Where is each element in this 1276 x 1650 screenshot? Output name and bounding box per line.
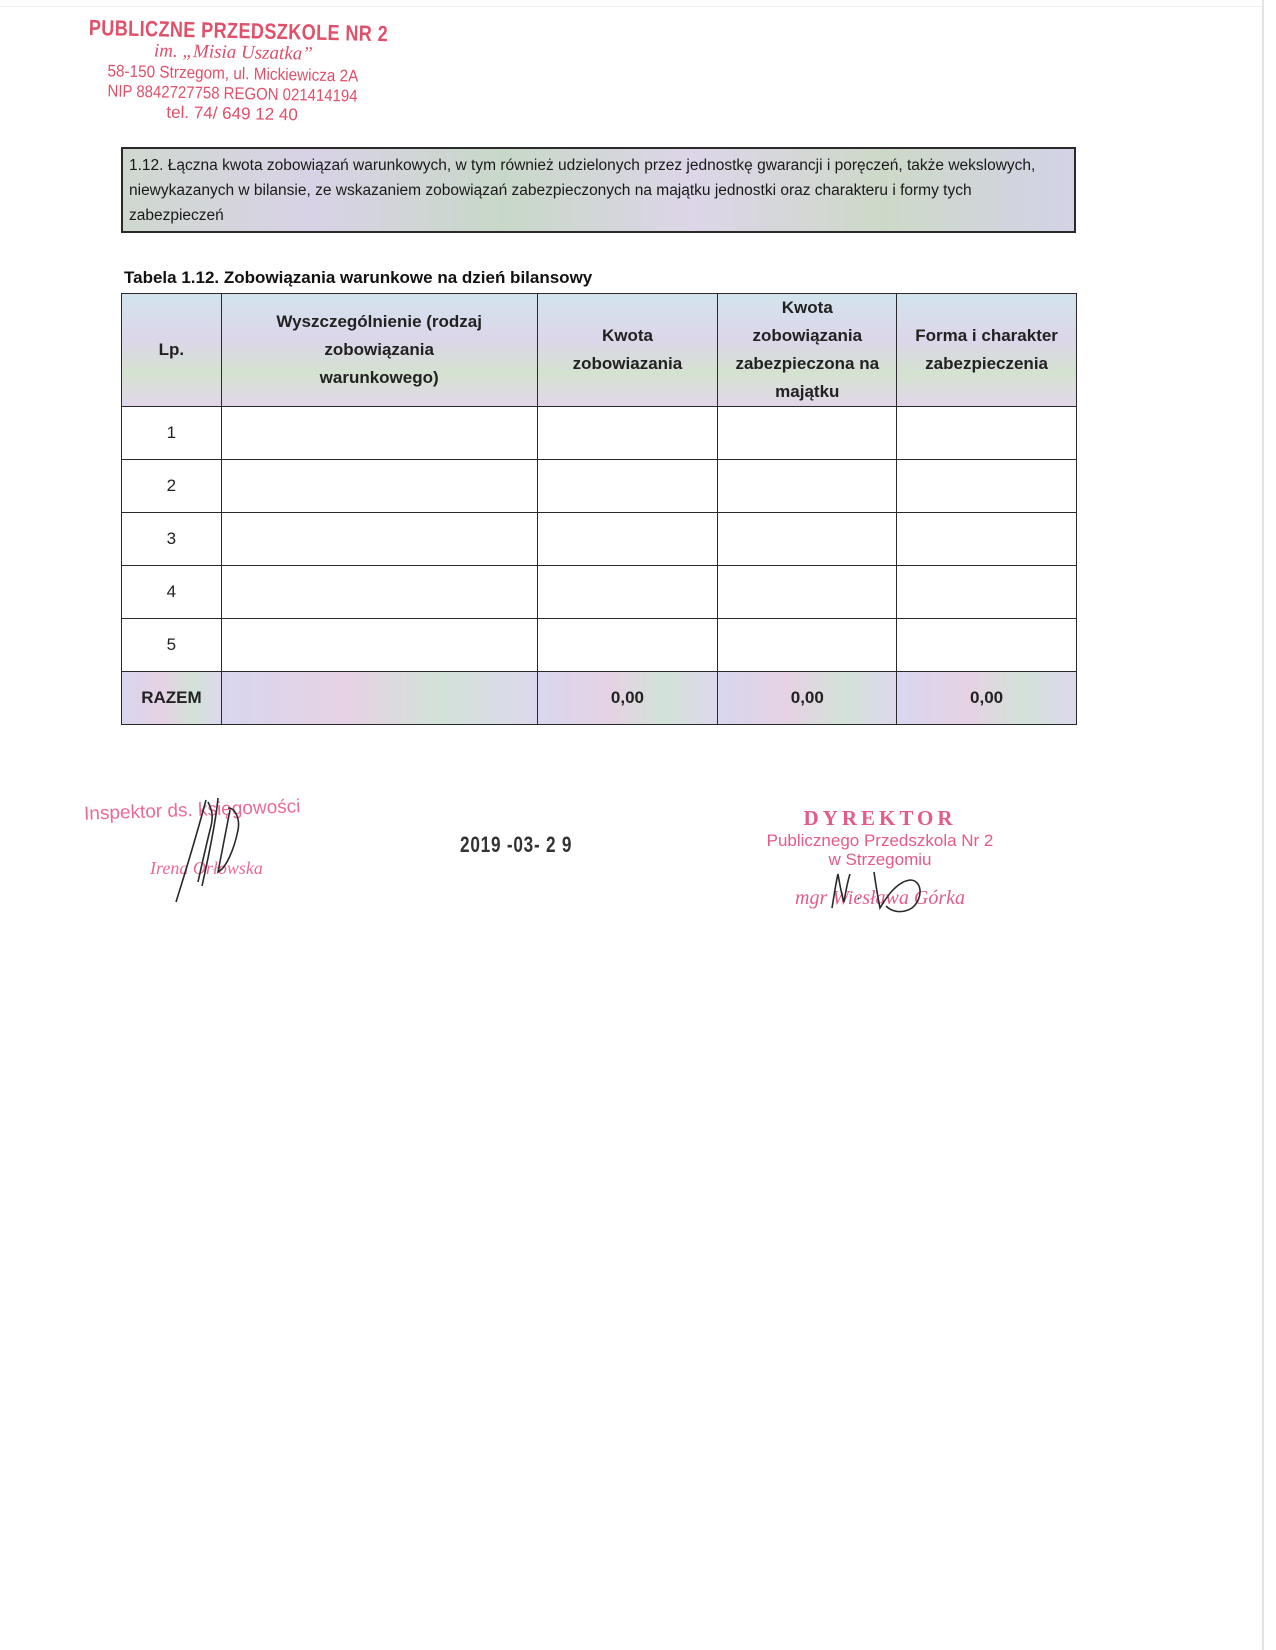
cell-lp: 2 — [122, 460, 222, 513]
total-label: RAZEM — [122, 672, 222, 725]
cell-amount — [537, 407, 718, 460]
stamp-line-1: PUBLICZNE PRZEDSZKOLE NR 2 — [88, 14, 389, 47]
liabilities-table — [121, 293, 1077, 725]
inspector-name: Irena Orłowska — [150, 858, 263, 878]
section-description: 1.12. Łączna kwota zobowiązań warunkowych, w tym również udzielonych przez jednostkę gwarancji i poręczeń, także wekslowych, niewykazanych w bilansie, ze wskazaniem zobowiązań zabezpieczonych na majątku jednostki oraz charakteru i formy tych zabezpieczeń — [121, 147, 1076, 233]
institution-stamp — [87, 14, 389, 127]
cell-form — [897, 407, 1077, 460]
page-top-edge — [0, 6, 1264, 7]
table-total-row — [122, 672, 1077, 725]
stamp-line-4: NIP 8842727758 REGON 021414194 — [107, 81, 358, 106]
director-line-3: w Strzegomiu — [828, 850, 932, 869]
cell-secured — [718, 460, 897, 513]
cell-amount — [537, 566, 718, 619]
header-security-form: Forma i charakter zabezpieczenia — [897, 294, 1077, 407]
header-lp: Lp. — [122, 294, 222, 407]
stamp-line-2: im. „Misia Uszatka” — [153, 40, 314, 65]
date-stamp: 2019 -03- 2 9 — [460, 832, 573, 857]
cell-form — [897, 513, 1077, 566]
total-amount: 0,00 — [537, 672, 718, 725]
director-title: DYREKTOR — [803, 806, 957, 830]
total-form: 0,00 — [897, 672, 1077, 725]
cell-lp: 3 — [122, 513, 222, 566]
director-name: mgr Wiesława Górka — [795, 887, 965, 909]
table-header-row — [122, 294, 1077, 407]
table-row — [122, 619, 1077, 672]
stamp-line-5: tel. 74/ 649 12 40 — [166, 102, 298, 125]
cell-amount — [537, 619, 718, 672]
table-caption: Tabela 1.12. Zobowiązania warunkowe na dzień bilansowy — [124, 268, 593, 287]
cell-lp: 4 — [122, 566, 222, 619]
table-row — [122, 566, 1077, 619]
inspector-title: Inspektor ds. księgowości — [83, 796, 301, 825]
cell-description — [221, 566, 537, 619]
cell-amount — [537, 460, 718, 513]
cell-amount — [537, 513, 718, 566]
cell-secured — [718, 407, 897, 460]
total-description — [221, 672, 537, 725]
table-row — [122, 407, 1077, 460]
cell-description — [221, 619, 537, 672]
cell-form — [897, 566, 1077, 619]
cell-secured — [718, 566, 897, 619]
header-secured-amount: Kwota zobowiązania zabezpieczona na majątku — [718, 294, 897, 407]
header-description: Wyszczególnienie (rodzaj zobowiązania warunkowego) — [221, 294, 537, 407]
cell-secured — [718, 513, 897, 566]
cell-secured — [718, 619, 897, 672]
header-amount: Kwota zobowiazania — [537, 294, 718, 407]
director-signature — [826, 868, 946, 918]
cell-description — [221, 407, 537, 460]
table-row — [122, 460, 1077, 513]
cell-description — [221, 513, 537, 566]
cell-description — [221, 460, 537, 513]
page-right-edge — [1262, 0, 1264, 1650]
stamp-line-3: 58-150 Strzegom, ul. Mickiewicza 2A — [107, 61, 359, 86]
cell-form — [897, 619, 1077, 672]
cell-lp: 5 — [122, 619, 222, 672]
cell-lp: 1 — [122, 407, 222, 460]
director-line-2: Publicznego Przedszkola Nr 2 — [766, 831, 994, 850]
total-secured: 0,00 — [718, 672, 897, 725]
inspector-signature — [168, 790, 258, 910]
cell-form — [897, 460, 1077, 513]
table-row — [122, 513, 1077, 566]
